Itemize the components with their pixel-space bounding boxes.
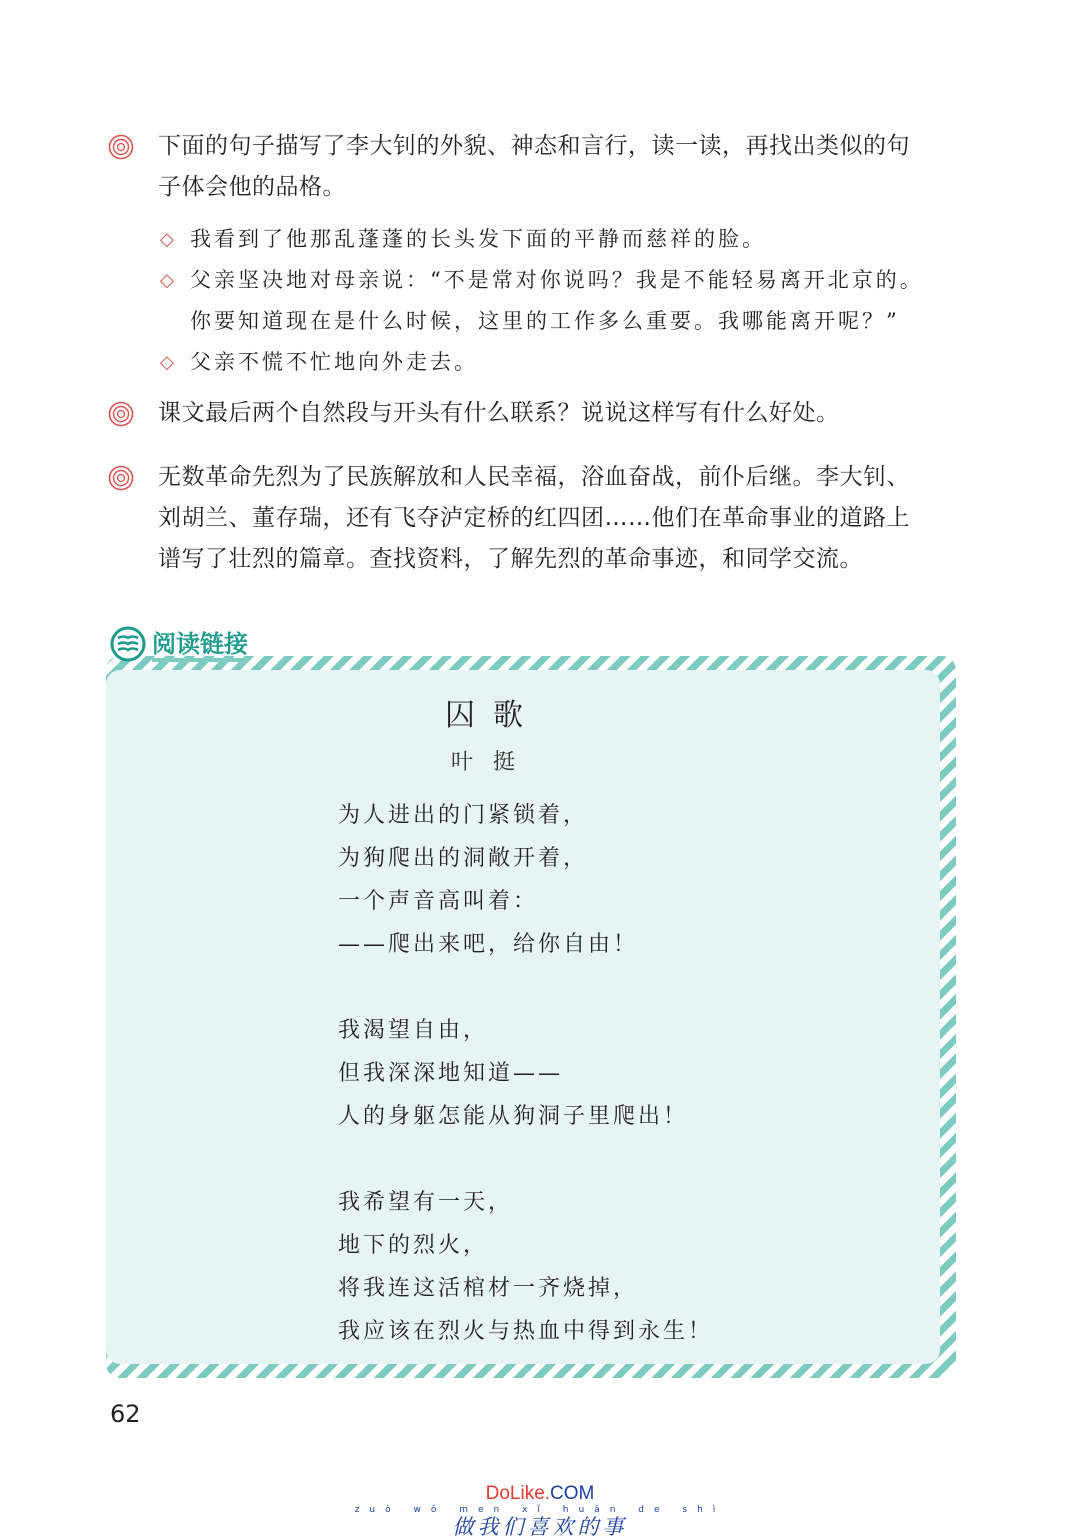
reading-link-label: 阅读链接 xyxy=(152,630,248,662)
poem-line: 我希望有一天， xyxy=(338,1190,514,1215)
example-sentence-list xyxy=(158,219,958,383)
example-sentence: ◇ 父亲不慌不忙地向外走去。 xyxy=(158,342,958,383)
watermark xyxy=(0,1483,1080,1539)
diamond-bullet-icon: ◇ xyxy=(160,270,177,291)
question-2 xyxy=(108,393,958,434)
question-text-line: 下面的句子描写了李大钊的外貌、神态和言行，读一读，再找出类似的句 xyxy=(158,133,910,159)
question-text-line: 无数革命先烈为了民族解放和人民幸福，浴血奋战，前仆后继。李大钊、 xyxy=(158,464,910,490)
poem-line: 将我连这活棺材一齐烧掉， xyxy=(338,1276,639,1301)
poem-line: ——爬出来吧，给你自由！ xyxy=(338,932,639,957)
poem-line: 地下的烈火， xyxy=(338,1233,489,1258)
spiral-bullet-icon xyxy=(108,401,134,431)
poem-line: 人的身躯怎能从狗洞子里爬出！ xyxy=(338,1104,689,1129)
watermark-logo: DoLike.COM xyxy=(485,1483,595,1504)
spiral-bullet-icon xyxy=(108,134,134,164)
diamond-bullet-icon: ◇ xyxy=(160,229,177,250)
diamond-bullet-icon: ◇ xyxy=(160,352,177,373)
poem-body xyxy=(338,794,713,1353)
poem-line: 一个声音高叫着： xyxy=(338,889,539,914)
poem-line: 为狗爬出的洞敞开着， xyxy=(338,846,589,871)
watermark-slogan: 做我们喜欢的事 xyxy=(452,1515,628,1539)
question-text-line: 谱写了壮烈的篇章。查找资料，了解先烈的革命事迹，和同学交流。 xyxy=(158,546,863,572)
book-icon xyxy=(110,626,146,666)
poem-author: 叶挺 xyxy=(450,750,535,775)
question-3 xyxy=(108,457,958,580)
poem-line: 我应该在烈火与热血中得到永生！ xyxy=(338,1319,714,1344)
spiral-bullet-icon xyxy=(108,465,134,495)
question-text-line: 课文最后两个自然段与开头有什么联系？说说这样写有什么好处。 xyxy=(158,400,840,426)
example-sentence: ◇ 我看到了他那乱蓬蓬的长头发下面的平静而慈祥的脸。 xyxy=(158,219,958,260)
page-number: 62 xyxy=(110,1400,141,1428)
question-1 xyxy=(108,126,958,208)
poem-title: 囚歌 xyxy=(445,698,541,733)
watermark-pinyin: zuò wǒ men xǐ huān de shì xyxy=(354,1505,726,1515)
question-text-line: 子体会他的品格。 xyxy=(158,174,346,200)
poem-line: 但我深深地知道—— xyxy=(338,1061,564,1086)
poem-line: 为人进出的门紧锁着， xyxy=(338,803,589,828)
example-sentence: ◇ 父亲坚决地对母亲说：“不是常对你说吗？我是不能轻易离开北京的。 xyxy=(158,260,958,301)
example-sentence-continued: 你要知道现在是什么时候，这里的工作多么重要。我哪能离开呢？” xyxy=(190,309,900,333)
question-text-line: 刘胡兰、董存瑞，还有飞夺泸定桥的红四团……他们在革命事业的道路上 xyxy=(158,505,910,531)
reading-link-header xyxy=(110,626,248,666)
poem-line: 我渴望自由， xyxy=(338,1018,489,1043)
